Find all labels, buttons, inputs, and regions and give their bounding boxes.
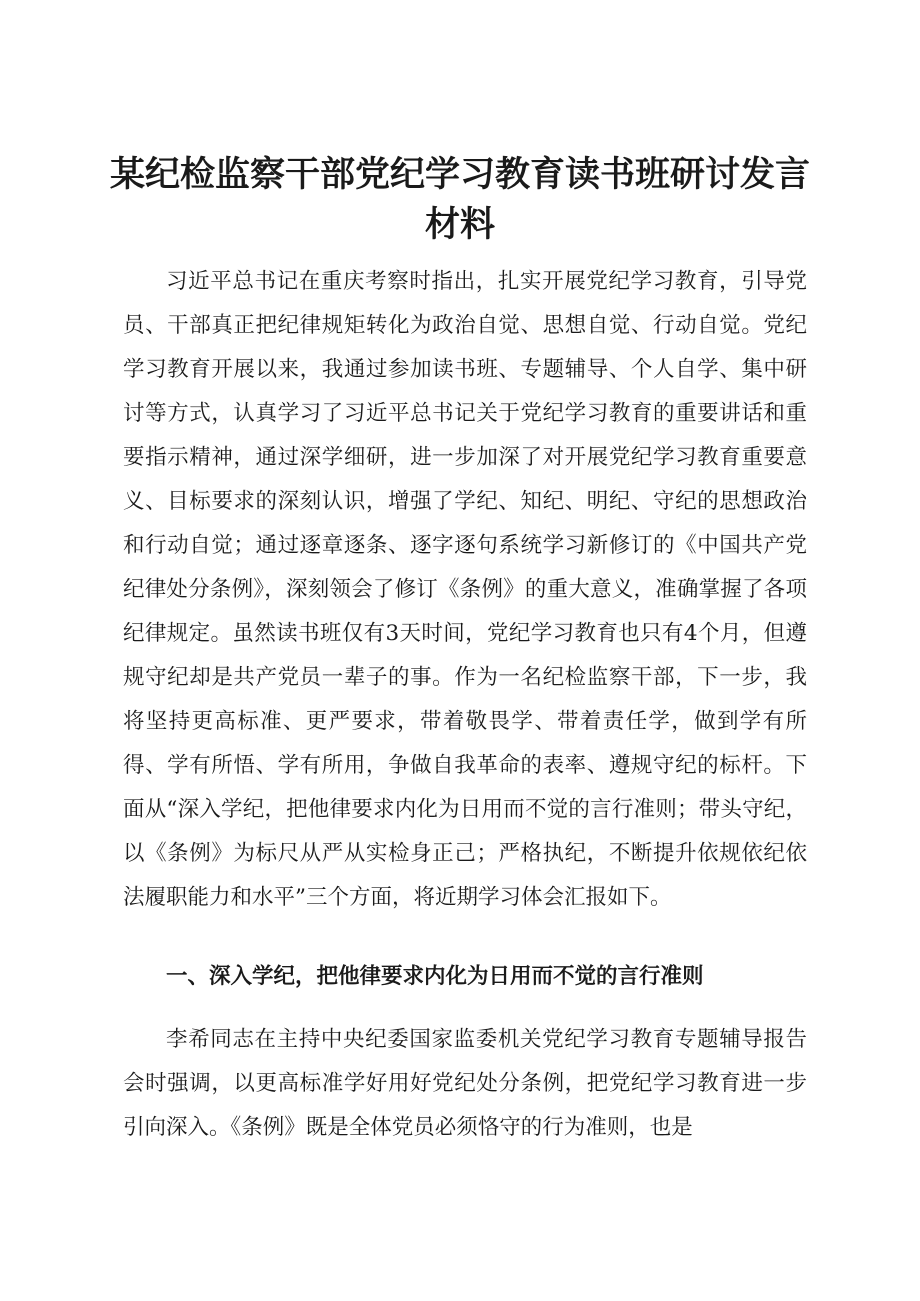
- body-paragraph-section-1: 李希同志在主持中央纪委国家监委机关党纪学习教育专题辅导报告会时强调，以更高标准学好用好党纪处分条例，把党纪学习教育进一步引向深入。《条例》既是全体党员必须恪守的行为准则，也是: [123, 1027, 807, 1140]
- body-paragraph-intro: 习近平总书记在重庆考察时指出，扎实开展党纪学习教育，引导党员、干部真正把纪律规矩转化为政治自觉、思想自觉、行动自觉。党纪学习教育开展以来，我通过参加读书班、专题辅导、个人自学、集中研讨等方式，认真学习了习近平总书记关于党纪学习教育的重要讲话和重要指示精神，通过深学细研，进一步加深了对开展党纪学习教育重要意义、目标要求的深刻认识，增强了学纪、知纪、明纪、守纪的思想政治和行动自觉；通过逐章逐条、逐字逐句系统学习新修订的《中国共产党纪律处分条例》，深刻领会了修订《条例》的重大意义，准确掌握了各项纪律规定。虽然读书班仅有3天时间，党纪学习教育也只有4个月，但遵规守纪却是共产党员一辈子的事。作为一名纪检监察干部，下一步，我将坚持更高标准、更严要求，带着敬畏学、带着责任学，做到学有所得、学有所悟、学有所用，争做自我革命的表率、遵规守纪的标杆。下面从“深入学纪，把他律要求内化为日用而不觉的言行准则；带头守纪，以《条例》为标尺从严从实检身正己；严格执纪，不断提升依规依纪依法履职能力和水平”三个方面，将近期学习体会汇报如下。: [123, 269, 807, 910]
- section-heading-1: 一、深入学纪，把他律要求内化为日用而不觉的言行准则: [166, 964, 704, 989]
- document-title: 某纪检监察干部党纪学习教育读书班研讨发言材料: [110, 155, 811, 245]
